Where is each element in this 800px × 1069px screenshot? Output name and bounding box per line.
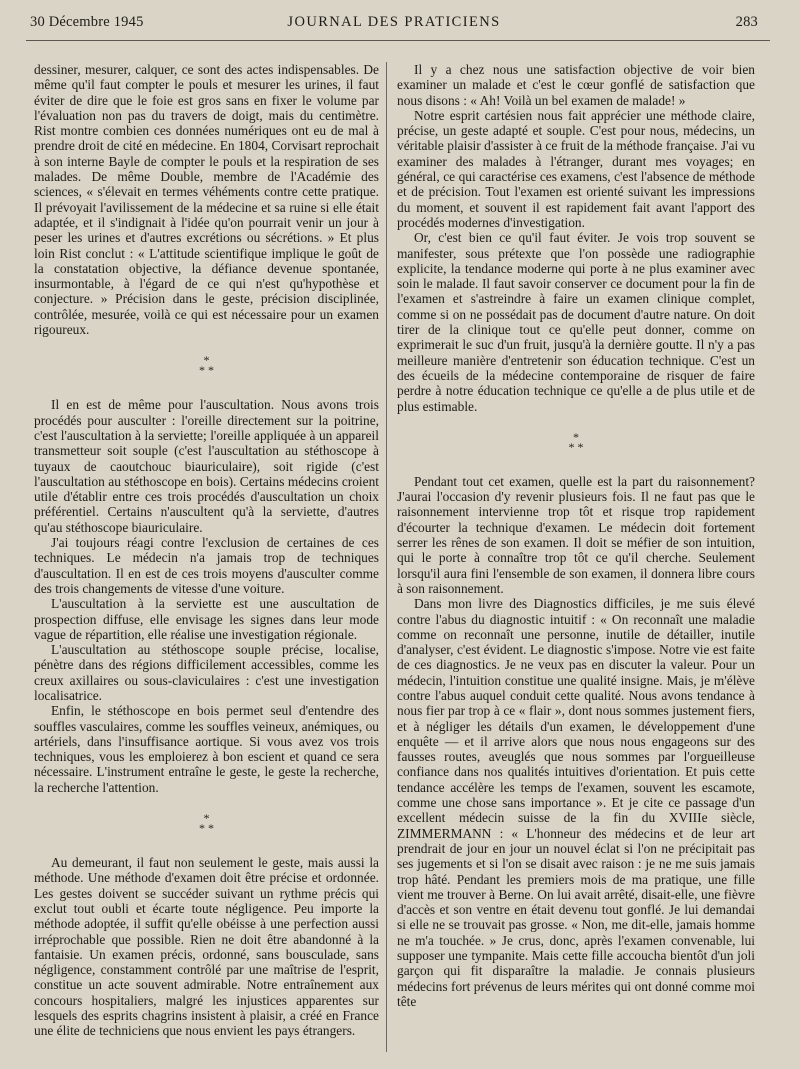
journal-title: JOURNAL DES PRATICIENS: [287, 14, 501, 30]
paragraph: Enfin, le stéthoscope en bois permet seul d'entendre des souffles vasculaires, comme les souffles veineux, anémiques, ou artériels, dans l'insuffisance aortique. Si vous avez vos trois techniques, vous les emploierez à bon escient et quand ce sera nécessaire. L'instrument entraîne le geste, le geste la recherche, la recherche l'attention.: [34, 703, 379, 795]
paragraph: Dans mon livre des Diagnostics difficiles, je me suis élevé contre l'abus du diagnostic intuitif : « On reconnaît une maladie comme on reconnaît une personne, inutile de détailler, inutile d'analyser, c'est évident. Le diagnostic s'impose. Notre vie est faite de ces diagnostics. Je ne veux pas en discuter la valeur. Pour un médecin, l'intuition constitue une qualité insigne. Mais, je m'élève contre l'abus auquel conduit cette qualité. Nous avons tendance à nous fier par trop à ce « flair », dont nous sommes justement fiers, et à négliger les détails d'un examen, le développement d'une enquête — et il arrive alors que nous nous engageons sur des fausses routes, aveuglés que nous sommes par l'orgueilleuse confiance dans nos qualités intuitives d'orientation. Et puis cette tendance accélère les temps de l'examen, souvent les escamote, comme une chose sans importance ». Et je cite ce passage d'un excellent médecin suisse de la fin du XVIIIe siècle, ZIMMERMANN : « L'honneur des médecins et de leur art prendrait de jour en jour un nouvel éclat si l'on ne précipitait pas ses jugements et si l'on se disait avec raison : je ne me suis jamais trop hâté. Pendant les premiers mois de ma pratique, une fille vient me trouver à Berne. On lui avait arrêté, disait-elle, une fièvre d'accès et son ventre en était devenu tout gonflé. Je lui demandai si elle ne se trouvait pas grosse. « Non, me dit-elle, jamais homme ne m'a touchée. » Je crus, donc, après l'examen convenable, lui supposer une tympanite. Mais cette fille accoucha bientôt d'un joli garçon qui fit disparaître la maladie. Je connais plusieurs médecins fort prévenus de leurs mérites qui ont donné comme moi tête: [397, 596, 755, 1009]
paragraph: L'auscultation à la serviette est une auscultation de prospection diffuse, elle envisage les signes dans leur mode vague de répartition, elle réalise une investigation régionale.: [34, 596, 379, 642]
section-separator: [34, 353, 379, 378]
separator-star: *: [573, 429, 579, 444]
column-divider: [386, 62, 387, 1052]
running-header: [30, 14, 758, 36]
section-separator: [397, 429, 755, 454]
header-date: 30 Décembre 1945: [30, 14, 144, 30]
separator-stars: * *: [199, 363, 214, 378]
header-rule: [26, 40, 770, 41]
paragraph: L'auscultation au stéthoscope souple précise, localise, pénètre dans des régions difficilement accessibles, comme les creux axillaires ou sous-claviculaires : c'est une investigation localisatrice.: [34, 642, 379, 703]
right-column: [397, 62, 755, 1009]
paragraph: Pendant tout cet examen, quelle est la part du raisonnement? J'aurai l'occasion d'y revenir plusieurs fois. Il ne faut pas que le raisonnement intervienne trop tôt et risque trop rapidement d'écourter la technique d'examen. Le médecin doit fortement serrer les rênes de son examen. Il doit se méfier de son intuition, qui le porte à connaître trop tôt ce qu'il cherche. Seulement lorsqu'il aura fini l'ensemble de son examen, il donnera libre cours à son raisonnement.: [397, 473, 755, 596]
paragraph: Notre esprit cartésien nous fait apprécier une méthode claire, précise, un geste adapté et souple. C'est pour nous, médecins, un véritable plaisir d'assister à ce fruit de la méthode française. J'ai vu examiner des malades à l'étranger, durant mes voyages; en général, ce qui caractérise ces examens, c'est l'absence de méthode et de précision. Tout l'examen est orienté suivant les impressions du moment, et souvent il est rapidement fait avant l'apport des procédés modernes d'investigation.: [397, 107, 755, 230]
left-column: [34, 62, 379, 1039]
separator-stars: * *: [568, 439, 584, 454]
paragraph: dessiner, mesurer, calquer, ce sont des actes indispensables. De même qu'il faut compter le pouls et mesurer les urines, il faut éviter de dire que le foie est gros sans en fixer le volume par l'évaluation non pas du travers de doigt, mais du centimètre. Rist montre combien ces données numériques ont eu de mal à prendre droit de cité en médecine. En 1804, Corvisart reprochait à son interne Bayle de compter le pouls et la respiration de ses malades. De même Double, membre de l'Académie des sciences, « s'élevait en termes véhéments contre cette pratique. Il prévoyait l'avilissement de la médecine et sa ruine si elle était adaptée, et il s'indignait à l'idée qu'on pourrait venir un jour à peser les urines et d'autres excrétions ou sécrétions. » Et plus loin Rist conclut : « L'attitude scientifique implique le goût de la constatation objective, la défiance devenue spontanée, insurmontable, à l'égard de ce qui n'est qu'hypothèse et conjecture. » Précision dans le geste, précision disciplinée, contrôlée, mesurée, voilà ce qui est nécessaire pour un examen rigoureux.: [34, 62, 379, 338]
separator-star: *: [203, 811, 210, 826]
paragraph: J'ai toujours réagi contre l'exclusion de certaines de ces techniques. Le médecin n'a jamais trop de techniques d'auscultation. Il en est de ces trois moyens d'ausculter comme des trois changements de vitesse d'une voiture.: [34, 535, 379, 596]
paragraph: Il y a chez nous une satisfaction objective de voir bien examiner un malade et c'est le cœur gonflé de satisfaction que nous disons : « Ah! Voilà un bel examen de malade! »: [397, 62, 755, 108]
paragraph: Au demeurant, il faut non seulement le geste, mais aussi la méthode. Une méthode d'examen doit être précise et ordonnée. Les gestes doivent se succéder suivant un rythme précis qui exclut tout oubli et écarte toute négligence. Peu importe la méthode adoptée, il suffit qu'elle obéisse à une perfection aussi irréprochable que possible. Rien ne doit être abandonné à la fantaisie. Un examen précis, ordonné, sans bousculade, sans négligence, constamment contrôlé par une maîtrise de l'esprit, constitue un acte souvent admirable. Notre entraînement aux concours hospitaliers, malgré les injustices apparentes sur lesquels des esprits chagrins insistent à plaisir, a créé en France une élite de techniciens que nous envient les pays étrangers.: [34, 855, 379, 1039]
separator-stars: * *: [199, 821, 214, 836]
paragraph: Il en est de même pour l'auscultation. Nous avons trois procédés pour ausculter : l'oreille directement sur la poitrine, c'est l'auscultation à la serviette; l'oreille appliquée à un appareil transmetteur soit souple (c'est l'auscultation au stéthoscope à tuyaux de caoutchouc biauriculaire), soit rigide (c'est l'auscultation au stéthoscope en bois). Certains médecins croient utile d'établir entre ces trois procédés d'auscultation un choix préférentiel. Certains n'auscultent qu'à la serviette, d'autres qu'au stéthoscope biauriculaire.: [34, 397, 379, 535]
separator-star: *: [203, 353, 210, 368]
paragraph: Or, c'est bien ce qu'il faut éviter. Je vois trop souvent se manifester, sous prétexte que l'on possède une radiographie explicite, la tendance moderne qui porte à ne plus examiner avec soin le malade. Il faut savoir conserver ce document pour la fin de l'examen et s'astreindre à faire un examen clinique complet, comme si on ne possédait pas de document d'autre nature. On doit tirer de la clinique tout ce qu'elle peut donner, comme on exprimerait le suc d'un fruit, jusqu'à la dernière goutte. Il n'y a pas meilleure manière d'entretenir son éducation technique. C'est un des écueils de la médecine contemporaine de risquer de faire perdre à notre éducation technique ce qu'elle a de plus utile et de plus estimable.: [397, 230, 755, 414]
page-number: 283: [735, 14, 758, 30]
section-separator: [34, 811, 379, 836]
